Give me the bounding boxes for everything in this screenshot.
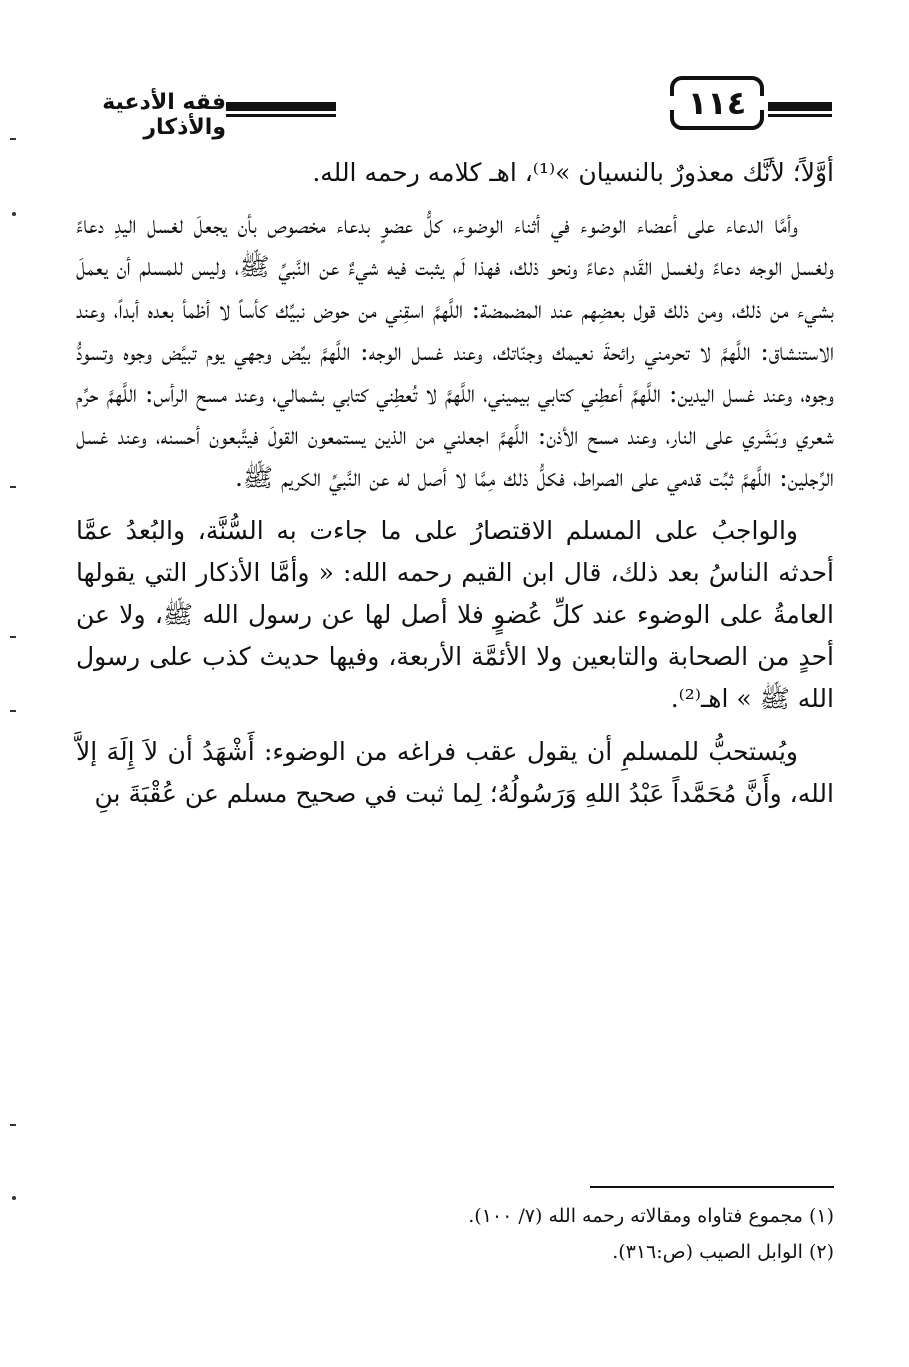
page-number: ١١٤ [670,76,764,130]
scan-mark [10,1124,16,1126]
paragraph-1: أوَّلاً؛ لأنَّك معذورٌ بالنسيان »⁽¹⁾، اهـ كلامه رحمه الله. [312,158,834,187]
scan-mark [10,138,16,140]
footnote-separator [590,1186,834,1188]
footnote-2: (٢) الوابل الصيب (ص:٣١٦). [612,1241,834,1263]
paragraph-3: والواجبُ على المسلم الاقتصارُ على ما جاءت به السُّنَّة، والبُعدُ عمَّا أحدثه الناسُ بعد ذلك، قال ابن القيم رحمه الله: « وأمَّا الأذكار التي يقولها العامةُ على الوضوء عند كلِّ عُضوٍ فلا أصل لها عن رسول الله ﷺ، ولا عن أحدٍ من الصحابة والتابعين ولا الأئمَّة الأربعة، وفيها حديث كذب على رسول الله ﷺ » اهـ⁽²⁾. [76,515,834,714]
footnote-1: (١) مجموع فتاواه ومقالاته رحمه الله (٧/ ١٠٠). [468,1205,834,1227]
scan-dot [12,212,16,216]
header-rule-left [226,102,336,111]
page-header [76,76,832,140]
scan-mark [10,636,16,638]
scan-mark [10,486,16,488]
body-text [76,152,834,815]
header-rule-right [768,102,832,111]
footnotes [76,1198,834,1270]
paragraph-2: وأمَّا الدعاء على أعضاء الوضوء في أثناء الوضوء، كلُّ عضوٍ بدعاء مخصوص بأن يجعلَ لغسل اليدِ دعاءً ولغسل الوجه دعاءً ولغسل القَدم دعاءً ونحو ذلك، فهذا لَم يثبت فيه شيءٌ عن النَّبيِّ ﷺ، وليس للمسلم أن يعملَ بشيء من ذلك، ومن ذلك قول بعضِهم عند المضمضة: اللَّهمَّ اسقِني من حوض نبيِّك كأساً لا أظمأ بعده أبداً، وعند الاستنشاق: اللَّهمَّ لا تحرمني رائحةَ نعيمك وجنّاتك، وعند غسل الوجه: اللَّهمَّ بيِّض وجهي يوم تبيَّض وجوه وتسودُّ وجوه، وعند غسل اليدين: اللَّهمَّ أعطِني كتابي بيميني، اللَّهمَّ لا تُعطِني كتابي بشمالي، وعند مسح الرأس: اللَّهمَّ حرِّم شعري وبَشَري على النار، وعند مسح الأذن: اللَّهمَّ اجعلني من الذين يستمعون القولَ فيتَّبعون أحسنه، وعند غسل الرِّجلين: اللَّهمَّ ثبِّت قدمي على الصراط، فكلُّ ذلك مِمَّا لا أصل له عن النَّبيِّ الكريم ﷺ. [76,210,834,493]
paragraph-4: ويُستحبُّ للمسلمِ أن يقول عقب فراغه من الوضوء: أَشْهَدُ أن لاَ إِلَهَ إلاَّ الله، وأَنَّ مُحَمَّداً عَبْدُ اللهِ وَرَسُولُهُ؛ لِما ثبت في صحيح مسلم عن عُقْبَةَ بنِ [76,736,834,808]
scan-mark [10,710,16,712]
running-title: فقه الأدعية والأذكار [102,90,226,140]
scan-dot [12,1196,16,1200]
